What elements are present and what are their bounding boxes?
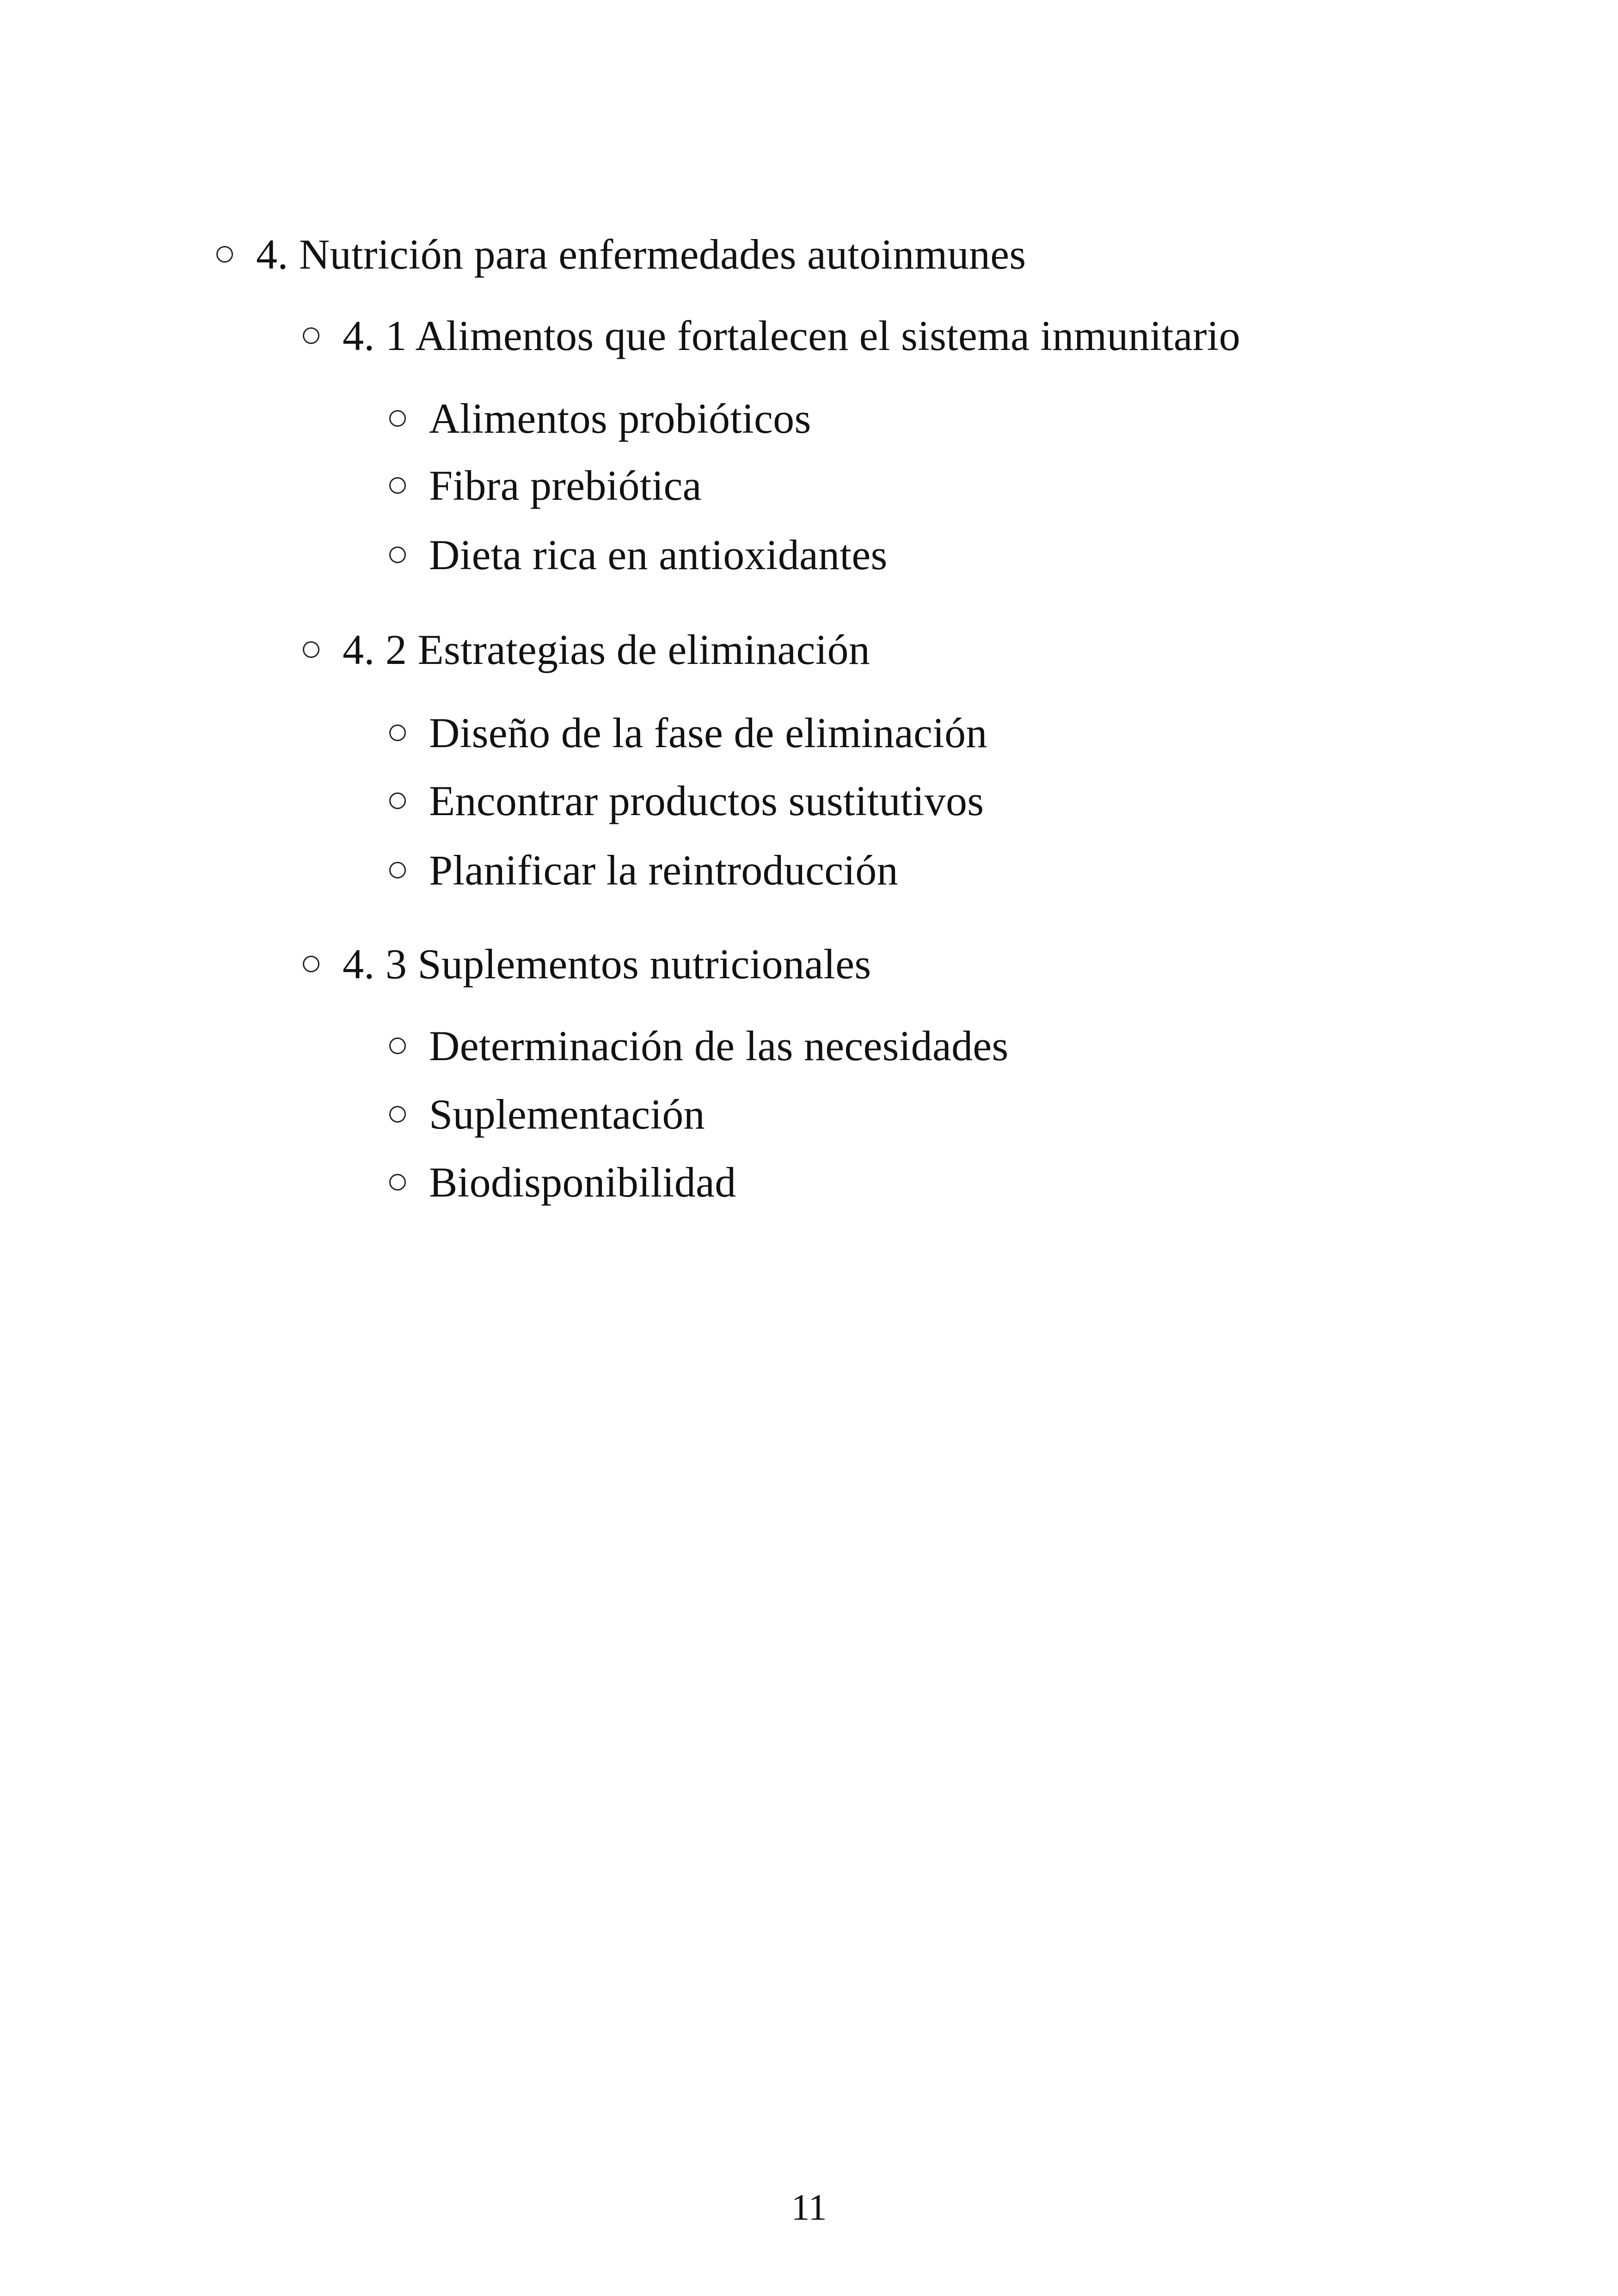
page-number: 11 — [791, 2187, 827, 2228]
circle-bullet-icon — [216, 246, 233, 263]
list-item-label: Suplementación — [429, 1091, 705, 1138]
list-item — [389, 842, 898, 898]
section-heading — [303, 936, 871, 992]
section-title: 4. 3 Suplementos nutricionales — [343, 940, 871, 988]
section-title: 4. 2 Estrategias de eliminación — [343, 626, 870, 673]
list-item — [389, 1018, 1009, 1074]
circle-bullet-icon — [303, 327, 319, 344]
list-item — [389, 1087, 705, 1142]
circle-bullet-icon — [389, 546, 406, 563]
list-item — [389, 458, 702, 513]
list-item-label: Diseño de la fase de eliminación — [429, 709, 987, 756]
circle-bullet-icon — [389, 1037, 406, 1054]
list-item-label: Determinación de las necesidades — [429, 1022, 1009, 1069]
list-item — [389, 1154, 736, 1210]
list-item-label: Alimentos probióticos — [429, 395, 811, 442]
list-item-label: Dieta rica en antioxidantes — [429, 531, 888, 578]
chapter-title: 4. Nutrición para enfermedades autoinmunes — [256, 231, 1026, 278]
circle-bullet-icon — [389, 724, 406, 741]
circle-bullet-icon — [303, 956, 319, 972]
circle-bullet-icon — [389, 410, 406, 427]
section-heading — [303, 622, 870, 677]
section-title: 4. 1 Alimentos que fortalecen el sistema inmunitario — [343, 312, 1241, 359]
chapter-heading — [216, 227, 1026, 282]
circle-bullet-icon — [389, 792, 406, 809]
circle-bullet-icon — [389, 1174, 406, 1191]
list-item — [389, 705, 987, 761]
section-heading — [303, 308, 1240, 363]
circle-bullet-icon — [389, 862, 406, 878]
list-item-label: Planificar la reintroducción — [429, 847, 898, 894]
list-item-label: Encontrar productos sustitutivos — [429, 777, 984, 824]
circle-bullet-icon — [389, 1106, 406, 1123]
list-item — [389, 773, 984, 829]
circle-bullet-icon — [303, 641, 319, 658]
list-item-label: Fibra prebiótica — [429, 462, 702, 509]
circle-bullet-icon — [389, 477, 406, 494]
list-item-label: Biodisponibilidad — [429, 1159, 736, 1206]
list-item — [389, 391, 811, 446]
list-item — [389, 527, 888, 583]
